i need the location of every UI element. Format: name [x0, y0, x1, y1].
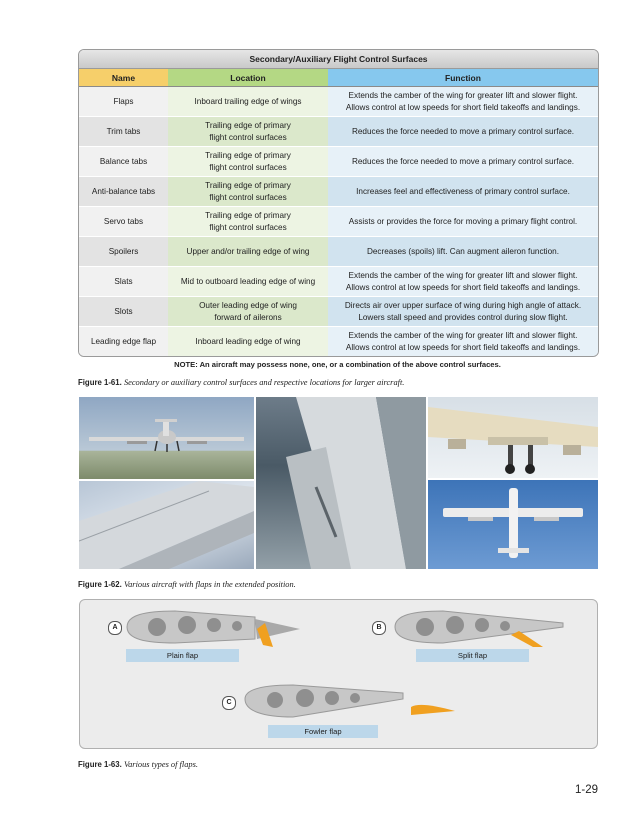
- cell-location-line: Upper and/or trailing edge of wing: [186, 246, 310, 256]
- cell-function: [328, 327, 598, 357]
- cell-location-line: Trailing edge of primary: [205, 181, 291, 190]
- cell-name: [79, 327, 168, 357]
- cell-function-line: Increases feel and effectiveness of primary control surface.: [356, 186, 570, 196]
- cell-location-line: Trailing edge of primary: [205, 151, 291, 160]
- photo-high-wing-aircraft-overhead: [428, 480, 598, 569]
- cell-location: [168, 87, 328, 117]
- photo-wing-flap-view: [79, 481, 254, 569]
- cell-location: [168, 297, 328, 327]
- plain-flap-airfoil-icon: [125, 609, 315, 649]
- table-grid: [79, 69, 598, 356]
- cell-function: [328, 147, 598, 177]
- cell-location: [168, 117, 328, 147]
- cell-name-line: Slots: [114, 306, 133, 316]
- cell-function-line: Allows control at low speeds for short field takeoffs and landings.: [345, 282, 581, 292]
- photo-airliner-underside: [428, 397, 598, 478]
- table-row: [79, 147, 598, 177]
- cell-location: [168, 177, 328, 207]
- cell-function-line: Assists or provides the force for moving a primary flight control.: [348, 216, 578, 226]
- cell-location-line: Mid to outboard leading edge of wing: [180, 276, 316, 286]
- cell-function: [328, 117, 598, 147]
- table-row: [79, 267, 598, 297]
- cell-function-line: Reduces the force needed to move a primary control surface.: [351, 156, 575, 166]
- cell-function-line: Extends the camber of the wing for greater lift and slower flight.: [348, 271, 578, 280]
- cell-location-line: Inboard trailing edge of wings: [194, 96, 302, 106]
- figure-label: Figure 1-62.: [78, 580, 122, 589]
- cell-name: [79, 297, 168, 327]
- header-location: Location: [168, 69, 328, 87]
- cell-name: [79, 207, 168, 237]
- photo-airliner-wing-flaps: [256, 397, 426, 569]
- cell-function: [328, 177, 598, 207]
- table-row: [79, 237, 598, 267]
- cell-name: [79, 117, 168, 147]
- high-wing-aircraft-icon: [428, 480, 598, 569]
- control-surfaces-table: [78, 49, 599, 357]
- cell-name-line: Slats: [114, 276, 133, 286]
- table-body: [79, 87, 598, 357]
- table-note: NOTE: An aircraft may possess none, one, or a combination of the above control surfaces.: [174, 360, 501, 369]
- cell-function: [328, 237, 598, 267]
- cell-location: [168, 207, 328, 237]
- cell-name-line: Trim tabs: [106, 126, 141, 136]
- cell-location: [168, 147, 328, 177]
- cell-location: [168, 327, 328, 357]
- cell-location-line: Inboard leading edge of wing: [195, 336, 301, 346]
- fowler-flap-label: Fowler flap: [268, 725, 378, 738]
- cell-name-line: Spoilers: [108, 246, 139, 256]
- cell-function: [328, 87, 598, 117]
- photo-low-wing-aircraft-landing: [79, 397, 254, 479]
- airliner-wing-icon: [256, 397, 426, 569]
- panel-c-badge: C: [222, 696, 236, 710]
- cell-location-line: forward of ailerons: [214, 312, 282, 322]
- plain-flap-label: Plain flap: [126, 649, 239, 662]
- cell-location-line: Trailing edge of primary: [205, 211, 291, 220]
- figure-text: Various aircraft with flaps in the extended position.: [123, 580, 296, 589]
- cell-name-line: Servo tabs: [103, 216, 144, 226]
- split-flap-airfoil-icon: [393, 609, 583, 649]
- cell-name-line: Balance tabs: [99, 156, 148, 166]
- cell-location-line: Outer leading edge of wing: [199, 301, 297, 310]
- cell-location-line: flight control surfaces: [209, 222, 287, 232]
- cell-function: [328, 207, 598, 237]
- cell-location-line: flight control surfaces: [209, 192, 287, 202]
- table-row: [79, 117, 598, 147]
- cell-function-line: Decreases (spoils) lift. Can augment aileron function.: [366, 246, 560, 256]
- cell-location-line: Trailing edge of primary: [205, 121, 291, 130]
- figure-label: Figure 1-63.: [78, 760, 122, 769]
- airliner-underside-icon: [428, 397, 598, 478]
- cell-function-line: Extends the camber of the wing for greater lift and slower flight.: [348, 331, 578, 340]
- cell-function-line: Reduces the force needed to move a primary control surface.: [351, 126, 575, 136]
- cell-name-line: Leading edge flap: [90, 336, 157, 346]
- figure-1-61-caption: [78, 378, 404, 387]
- cell-function-line: Extends the camber of the wing for greater lift and slower flight.: [348, 91, 578, 100]
- flap-types-diagram: [79, 599, 598, 749]
- page-number: 1-29: [574, 784, 598, 796]
- header-function: Function: [328, 69, 598, 87]
- cell-function-line: Allows control at low speeds for short field takeoffs and landings.: [345, 102, 581, 112]
- split-flap-label: Split flap: [416, 649, 529, 662]
- figure-text: Secondary or auxiliary control surfaces and respective locations for larger aircraft.: [123, 378, 405, 387]
- cell-name: [79, 147, 168, 177]
- table-row: [79, 327, 598, 357]
- fowler-flap-airfoil-icon: [243, 683, 473, 723]
- cell-name: [79, 177, 168, 207]
- table-row: [79, 177, 598, 207]
- panel-a-badge: A: [108, 621, 122, 635]
- table-title: Secondary/Auxiliary Flight Control Surfaces: [79, 50, 598, 69]
- figure-1-63-caption: [78, 760, 198, 769]
- panel-b-badge: B: [372, 621, 386, 635]
- header-name: Name: [79, 69, 168, 87]
- figure-1-62-caption: [78, 580, 296, 589]
- cell-function-line: Allows control at low speeds for short field takeoffs and landings.: [345, 342, 581, 352]
- table-row: [79, 297, 598, 327]
- wing-icon: [79, 481, 254, 569]
- figure-label: Figure 1-61.: [78, 378, 122, 387]
- cell-name-line: Anti-balance tabs: [91, 186, 156, 196]
- cell-name: [79, 237, 168, 267]
- cell-function: [328, 267, 598, 297]
- figure-text: Various types of flaps.: [123, 760, 198, 769]
- table-header-row: [79, 69, 598, 87]
- cell-location-line: flight control surfaces: [209, 162, 287, 172]
- cell-location-line: flight control surfaces: [209, 132, 287, 142]
- cell-function-line: Directs air over upper surface of wing during high angle of attack.: [344, 301, 582, 310]
- table-row: [79, 207, 598, 237]
- aircraft-front-icon: [79, 397, 254, 479]
- cell-function-line: Lowers stall speed and provides control during slow flight.: [358, 312, 568, 322]
- cell-name-line: Flaps: [113, 96, 134, 106]
- cell-name: [79, 87, 168, 117]
- cell-location: [168, 237, 328, 267]
- table-row: [79, 87, 598, 117]
- cell-function: [328, 297, 598, 327]
- cell-location: [168, 267, 328, 297]
- cell-name: [79, 267, 168, 297]
